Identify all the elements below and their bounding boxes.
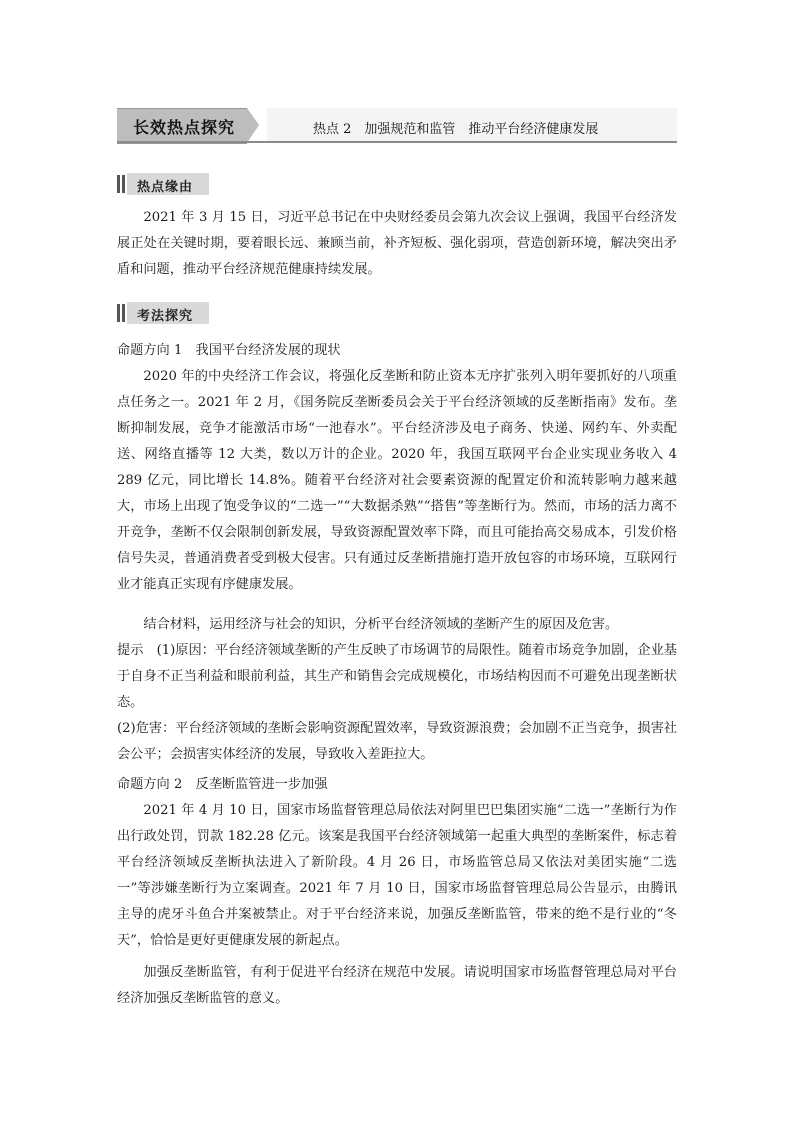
banner-tab (117, 108, 247, 144)
direction1-heading: 命题方向 1 我国平台经济发展的现状 (117, 343, 341, 358)
section-tag-explore (117, 302, 209, 324)
direction1-answer-harm: (2)危害：平台经济领域的垄断会影响资源配置效率，导致资源浪费；会加剧不正当竞争，损害社会公平；会损害实体经济的发展，导致收入差距拉大。 (117, 721, 677, 762)
banner-title: 热点 2 加强规范和监管 推动平台经济健康发展 (313, 122, 599, 137)
tag-bar-icon (117, 175, 120, 193)
tag-bar-icon (117, 304, 120, 322)
direction1-material: 2020 年的中央经济工作会议，将强化反垄断和防止资本无序扩张列入明年要抓好的八项重点任务之一。2021 年 2 月，《国务院反垄断委员会关于平台经济领域的反垄断指南》发布。垄断抑制发展，竞争才能激活市场“一池春水”。平台经济涉及电子商务、快递、网约车、外卖配送、网络直播等 12 大类，数以万计的企业。2020 年，我国互联网平台企业实现业务收入 4 289 亿元，同比增长 14.8%。随着平台经济对社会要素资源的配置定价和流转影响力越来越大，市场上出现了饱受争议的“二选一”“大数据杀熟”“搭售”等垄断行为。然而，市场的活力离不开竞争，垄断不仅会限制创新发展，导致资源配置效率下降，而且可能抬高交易成本，引发价格信号失灵，普通消费者受到极大侵害。只有通过反垄断措施打造开放包容的市场环境，互联网行业才能真正实现有序健康发展。 (117, 369, 677, 592)
direction2-heading: 命题方向 2 反垄断监管进一步加强 (117, 777, 328, 792)
direction2-question: 加强反垄断监管，有利于促进平台经济在规范中发展。请说明国家市场监督管理总局对平台经济加强反垄断监管的意义。 (117, 965, 677, 1006)
banner-tab-label: 长效热点探究 (133, 118, 236, 137)
banner-tab-arrow (247, 108, 259, 143)
tag-bar-icon (122, 304, 125, 322)
tag-bar-icon (122, 175, 125, 193)
section-label-origin: 热点缘由 (137, 180, 194, 195)
section-label-explore: 考法探究 (137, 309, 194, 324)
direction1-answer-cause: 提示 (1)原因：平台经济领域垄断的产生反映了市场调节的局限性。随着市场竞争加剧，企业基于自身不正当利益和眼前利益，其生产和销售会完成规模化，市场结构因而不可避免出现垄断状态。 (117, 643, 677, 710)
origin-paragraph: 2021 年 3 月 15 日，习近平总书记在中央财经委员会第九次会议上强调，我国平台经济发展正处在关键时期，要着眼长远、兼顾当前，补齐短板、强化弱项，营造创新环境，解决突出矛盾和问题，推动平台经济规范健康持续发展。 (117, 210, 677, 277)
direction1-question: 结合材料，运用经济与社会的知识，分析平台经济领域的垄断产生的原因及危害。 (143, 617, 619, 632)
section-tag-origin (117, 173, 209, 195)
direction2-material: 2021 年 4 月 10 日，国家市场监督管理总局依法对阿里巴巴集团实施“二选一”垄断行为作出行政处罚，罚款 182.28 亿元。该案是我国平台经济领域第一起重大典型的垄断案件，标志着平台经济领域反垄断执法进入了新阶段。4 月 26 日，市场监管总局又依法对美团实施“二选一”等涉嫌垄断行为立案调查。2021 年 7 月 10 日，国家市场监督管理总局公告显示，由腾讯主导的虎牙斗鱼合并案被禁止。对于平台经济来说，加强反垄断监管，带来的绝不是行业的“冬天”，恰恰是更好更健康发展的新起点。 (117, 803, 677, 948)
banner-underline (117, 141, 677, 143)
hotspot-banner (117, 108, 677, 144)
